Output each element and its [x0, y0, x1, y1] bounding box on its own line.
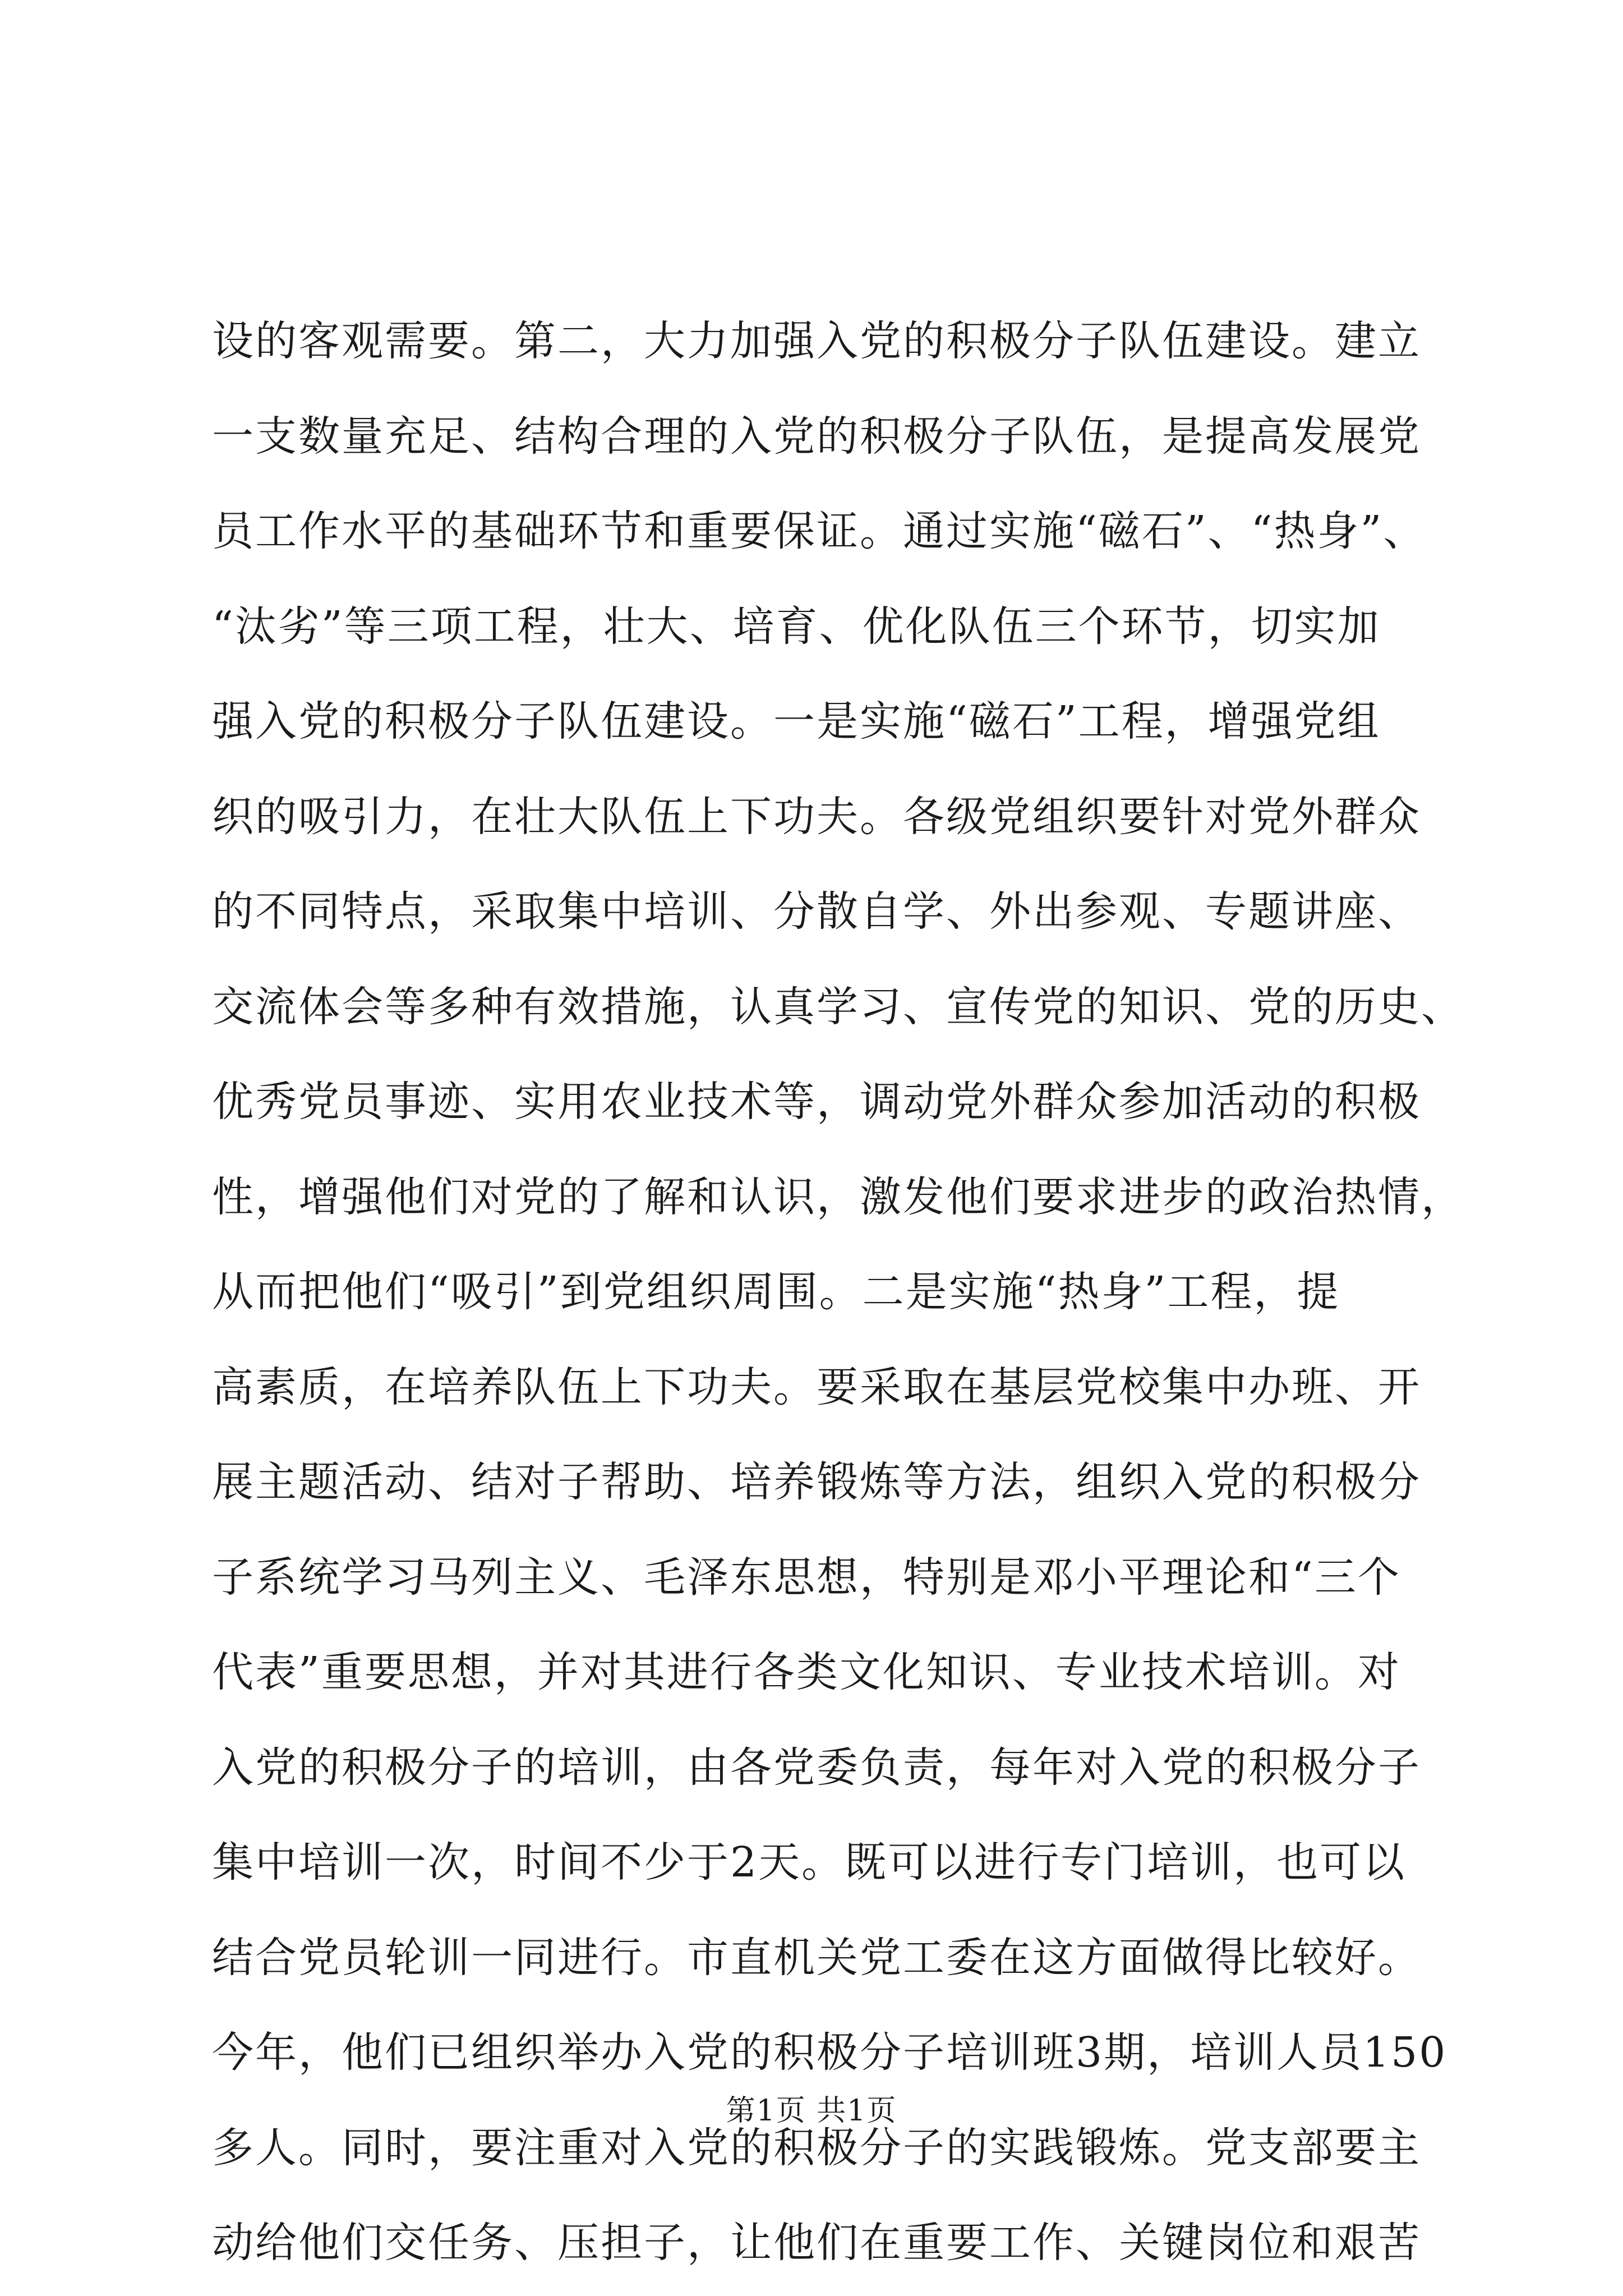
text-line: “汰劣”等三项工程，壮大、培育、优化队伍三个环节，切实加	[212, 602, 1381, 651]
text-line: 从而把他们“吸引”到党组织周围。二是实施“热身”工程，提	[212, 1268, 1340, 1316]
document-body	[212, 294, 1479, 2291]
text-line: 设的客观需要。第二，大力加强入党的积极分子队伍建设。建立	[212, 317, 1421, 365]
text-line: 性，增强他们对党的了解和认识，激发他们要求进步的政治热情，	[212, 1172, 1464, 1221]
text-line: 员工作水平的基础环节和重要保证。通过实施“磁石”、“热身”、	[212, 507, 1427, 555]
text-line: 代表”重要思想，并对其进行各类文化知识、专业技术培训。对	[212, 1648, 1401, 1696]
text-line: 结合党员轮训一同进行。市直机关党工委在这方面做得比较好。	[212, 1933, 1421, 1982]
text-line: 多人。同时，要注重对入党的积极分子的实践锻炼。党支部要主	[212, 2123, 1421, 2172]
text-line: 今年，他们已组织举办入党的积极分子培训班3期，培训人员150	[212, 2028, 1447, 2077]
text-line: 一支数量充足、结构合理的入党的积极分子队伍，是提高发展党	[212, 412, 1421, 461]
text-line: 入党的积极分子的培训，由各党委负责，每年对入党的积极分子	[212, 1743, 1421, 1792]
text-line: 强入党的积极分子队伍建设。一是实施“磁石”工程，增强党组	[212, 697, 1381, 746]
text-line: 织的吸引力，在壮大队伍上下功夫。各级党组织要针对党外群众	[212, 792, 1421, 841]
page-number-footer: 第1页 共1页	[726, 2094, 897, 2128]
text-line: 集中培训一次，时间不少于2天。既可以进行专门培训，也可以	[212, 1838, 1407, 1887]
text-line: 高素质，在培养队伍上下功夫。要采取在基层党校集中办班、开	[212, 1363, 1421, 1411]
text-line: 动给他们交任务、压担子，让他们在重要工作、关键岗位和艰苦	[212, 2219, 1421, 2267]
text-line: 的不同特点，采取集中培训、分散自学、外出参观、专题讲座、	[212, 887, 1421, 936]
text-line: 优秀党员事迹、实用农业技术等，调动党外群众参加活动的积极	[212, 1078, 1421, 1126]
text-line: 交流体会等多种有效措施，认真学习、宣传党的知识、党的历史、	[212, 982, 1464, 1031]
text-line: 子系统学习马列主义、毛泽东思想，特别是邓小平理论和“三个	[212, 1553, 1401, 1602]
text-line: 展主题活动、结对子帮助、培养锻炼等方法，组织入党的积极分	[212, 1458, 1421, 1506]
